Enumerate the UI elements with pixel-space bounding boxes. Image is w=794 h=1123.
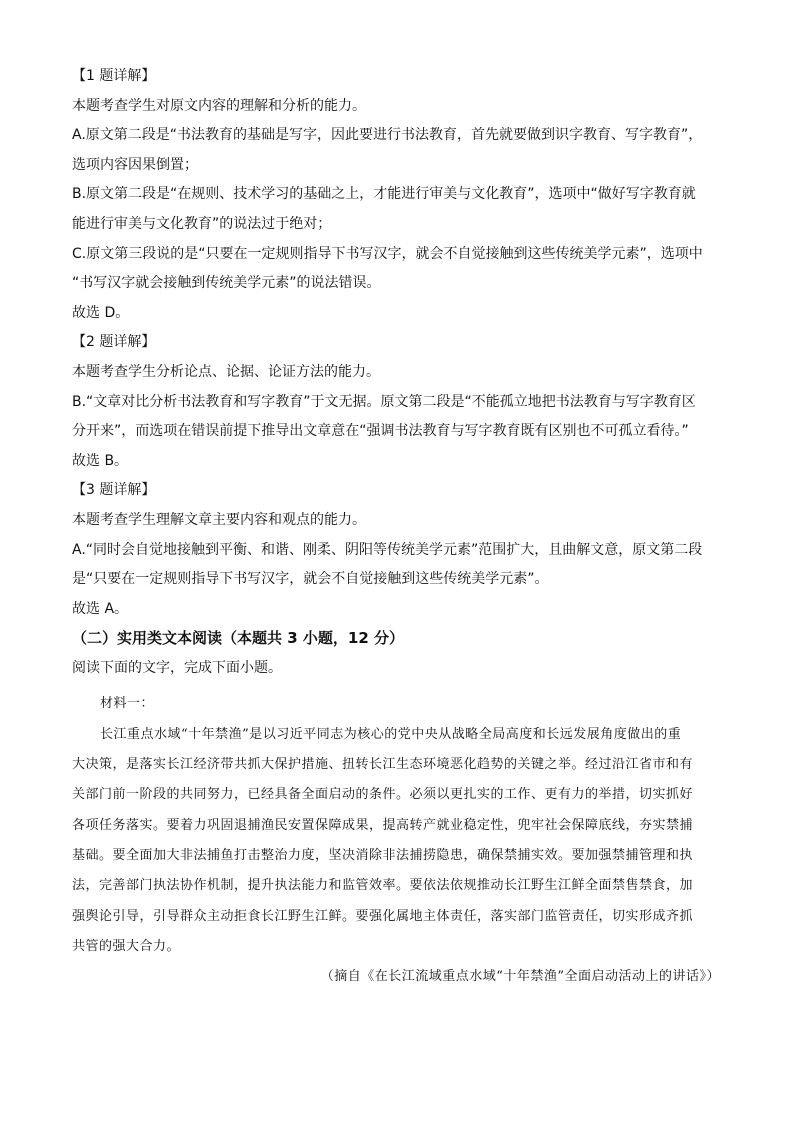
q2-line: 分开来”，而选项在错误前提下推导出文章意在“强调书法教育与写字教育既有区别也不可孤立看待。” xyxy=(72,423,689,440)
q3-line: A.“同时会自觉地接触到平衡、和谐、刚柔、阴阳等传统美学元素”范围扩大，且曲解文意，原文第二段 xyxy=(72,541,703,558)
q2-answer: 故选 B。 xyxy=(72,452,129,469)
q2-intro: 本题考查学生分析论点、论据、论证方法的能力。 xyxy=(72,363,380,380)
material-line: 强舆论引导，引导群众主动拒食长江野生江鲜。要强化属地主体责任，落实部门监管责任，切实形成齐抓 xyxy=(72,908,694,924)
material-line: 各项任务落实。要着力巩固退捕渔民安置保障成果，提高转产就业稳定性，兜牢社会保障底线，夯实禁捕 xyxy=(72,817,694,833)
material-line: 基础。要全面加大非法捕鱼打击整治力度，坚决消除非法捕捞隐患，确保禁捕实效。要加强禁捕管理和执 xyxy=(72,847,694,863)
q3-header: 【3 题详解】 xyxy=(72,482,156,499)
material-source: （摘自《在长江流域重点水域“十年禁渔”全面启动活动上的讲话》） xyxy=(320,969,720,985)
material-line: 关部门前一阶段的共同努力，已经具备全面启动的条件。必须以更扎实的工作、更有力的举措，切实抓好 xyxy=(72,787,694,803)
q2-header: 【2 题详解】 xyxy=(72,334,156,351)
q3-answer: 故选 A。 xyxy=(72,600,129,617)
q3-line: 是“只要在一定规则指导下书写汉字，就会不自觉接触到这些传统美学元素”。 xyxy=(72,571,549,588)
q1-line: B.原文第二段是“在规则、技术学习的基础之上，才能进行审美与文化教育”，选项中“做好写字教育就 xyxy=(72,186,696,203)
q1-intro: 本题考查学生对原文内容的理解和分析的能力。 xyxy=(72,97,366,114)
q1-header: 【1 题详解】 xyxy=(72,68,156,84)
section-instruction: 阅读下面的文字，完成下面小题。 xyxy=(72,659,282,676)
material-line: 长江重点水域“十年禁渔”是以习近平同志为核心的党中央从战略全局高度和长远发展角度做出的重 xyxy=(100,726,682,742)
document-page xyxy=(72,62,724,992)
q1-answer: 故选 D。 xyxy=(72,304,130,321)
material-line: 法，完善部门执法协作机制，提升执法能力和监管效率。要依法依规推动长江野生江鲜全面禁售禁食，加 xyxy=(72,878,694,894)
section-title: （二）实用类文本阅读（本题共 3 小题，12 分） xyxy=(72,629,404,648)
q1-line: “书写汉字就会接触到传统美学元素”的说法错误。 xyxy=(72,275,381,292)
q1-line: A.原文第二段是“书法教育的基础是写字，因此要进行书法教育，首先就要做到识字教育、写字教育”， xyxy=(72,127,703,144)
q2-line: B.“文章对比分析书法教育和写字教育”于文无据。原文第二段是“不能孤立地把书法教育与写字教育区 xyxy=(72,393,696,410)
q1-line: 能进行审美与文化教育”的说法过于绝对； xyxy=(72,215,332,232)
q1-line: C.原文第三段说的是“只要在一定规则指导下书写汉字，就会不自觉接触到这些传统美学元素”，选项中 xyxy=(72,245,703,262)
material-line: 共管的强大合力。 xyxy=(72,938,181,954)
material-line: 大决策，是落实长江经济带共抓大保护措施、扭转长江生态环境恶化趋势的关键之举。经过沿江省市和有 xyxy=(72,757,694,773)
q1-line: 选项内容因果倒置； xyxy=(72,156,198,173)
material-label: 材料一： xyxy=(100,696,155,712)
q3-intro: 本题考查学生理解文章主要内容和观点的能力。 xyxy=(72,511,366,528)
